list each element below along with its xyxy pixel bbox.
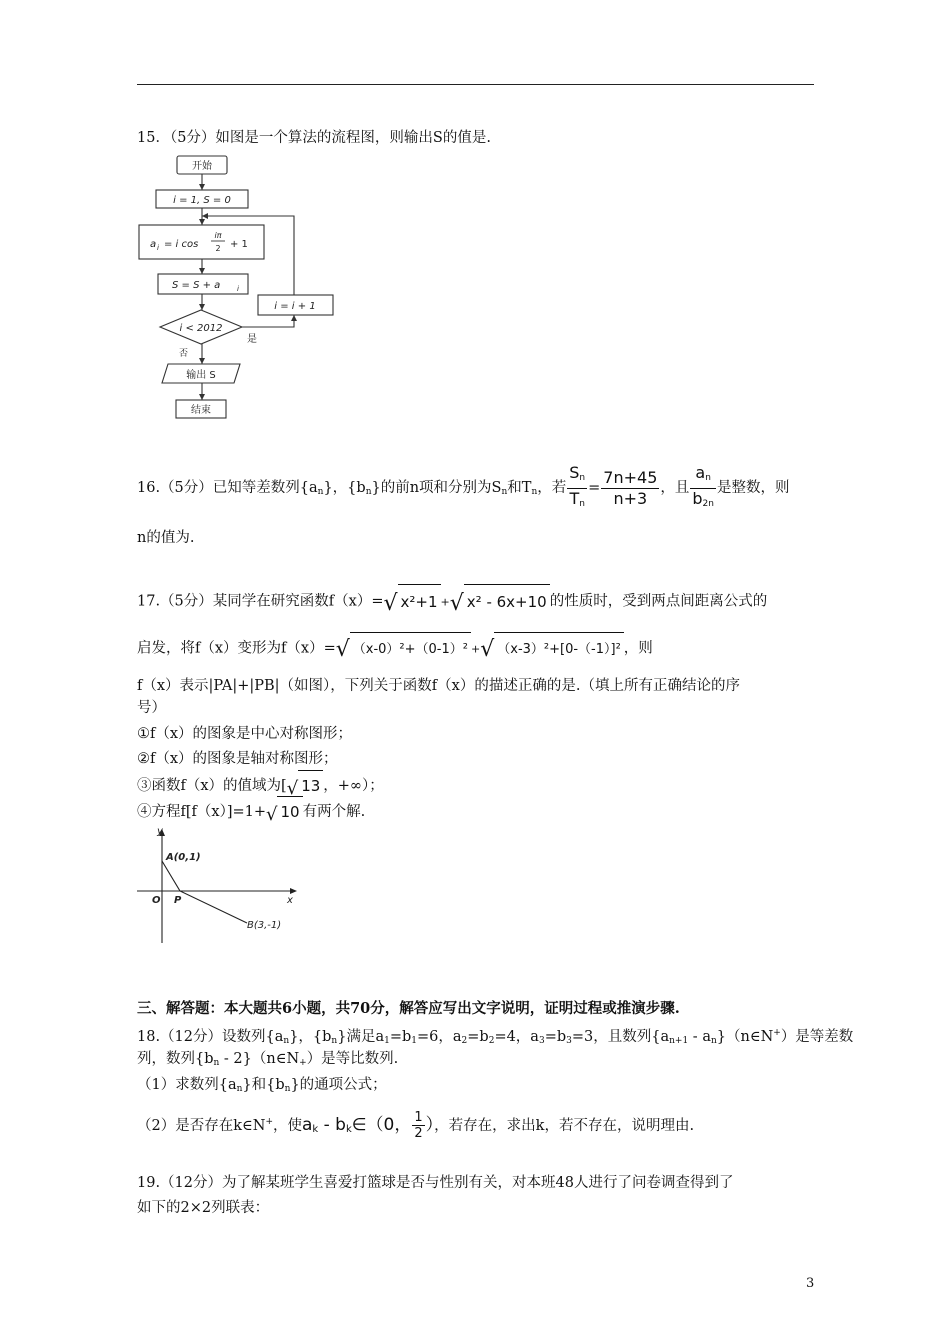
flow-assign-tail: + 1: [230, 239, 248, 250]
q17-line1: 17.（5分）某同学在研究函数f（x）=√ x²+1 +√ x² - 6x+10 的性质时，受到两点间距离公式的: [137, 584, 767, 614]
q17-line4: 号）: [137, 700, 166, 716]
q16-frac-expr: $\frac{7n+45}{n+3}$: [603, 467, 658, 508]
flow-output-label: 输出 S: [186, 370, 216, 381]
q18-line2: 列，数列{$b_n$ - $2\}(n\in N_+)$是等比数列.: [137, 1051, 399, 1068]
section-3-heading: 三、解答题：本大题共6小题，共70分，解答应写出文字说明，证明过程或推演步骤.: [137, 1000, 680, 1017]
q17-line3: f（x）表示|PA|+|PB|（如图），下列关于函数f（x）的描述正确的是.（填上所有正确结论的序: [137, 678, 740, 694]
flow-assign-a: a: [150, 239, 157, 250]
q17-option-4: ④方程f[f（x）]=1+√ 10 有两个解.: [137, 796, 365, 822]
page-number: 3: [806, 1276, 815, 1291]
sqrt-3: √ （x-0）²+（0-1）²: [336, 632, 471, 665]
flow-inc-label: i = i + 1: [274, 301, 316, 312]
graph-y-label: y: [157, 826, 163, 837]
q18-half-frac: $\frac{1}{2}$: [414, 1110, 423, 1142]
graph-b-label: B(3,-1): [247, 920, 282, 931]
q16-line2: n的值为.: [137, 530, 195, 546]
sqrt-4: √ （x-3）²+[0-（-1）]²: [480, 632, 624, 665]
flow-sum-label: S = S + a: [172, 280, 221, 291]
flow-sum-sub: i: [237, 285, 239, 293]
q16-line1: 16.（5分）已知等差数列$\{a_n\}$，$\{b_n\}$的前n项和分别为$S_n$和$T_n$，若 $\frac{S_n}{T_n}$ = $\frac{7n+45}{n+3}$ ，且 $\frac{a_n}{b_{2n}}$ 是整数，则: [137, 460, 789, 516]
q17-option-3: ③函数f（x）的值域为[√ 13 ，+∞）；: [137, 770, 384, 796]
flow-no-label: 否: [179, 349, 189, 359]
q19-line1: 19.（12分）为了解某班学生喜爱打篮球是否与性别有关，对本班48人进行了问卷调查得到了: [137, 1175, 734, 1191]
flow-yes-label: 是: [247, 334, 257, 345]
q18-line1: 18.（12分）设数列$\{a_n\}$，$\{b_n\}$满足$a_1=b_1=6$，$a_2=b_2=4$，$a_3=b_3=3$，且数列{$a_{n+1}$ - $a_n\}(n\in N^+)$是等差数: [137, 1028, 854, 1046]
sqrt-10: √ 10: [266, 796, 303, 828]
flow-cond-label: i < 2012: [179, 323, 223, 334]
graph-a-label: A(0,1): [166, 852, 201, 863]
flow-assign-frac-den: 2: [215, 244, 221, 253]
q16-frac-sn-tn: $\frac{S_n}{T_n}$: [569, 462, 586, 509]
q16-frac-an-b2n: $\frac{a_n}{b_{2n}}$: [692, 462, 714, 509]
q18-part1: （1）求数列$\{a_n\}$和$\{b_n\}$的通项公式；: [137, 1077, 387, 1094]
flow-assign-rhs: = i cos: [164, 239, 199, 250]
graph-origin-label: O: [152, 895, 161, 906]
q17-line2: 启发，将f（x）变形为f（x）=√ （x-0）²+（0-1）² +√ （x-3）²+[0-（-1）]² ，则: [137, 632, 653, 662]
q18-part2: （2）是否存在k∈N+，使$a_k$ - $b_k\in(0$， $\frac{1}{2}$ ），若存在，求出k，若不存在，说明理由.: [137, 1110, 695, 1142]
flow-init-label: i = 1, S = 0: [173, 195, 231, 206]
flow-assign-frac-num: iπ: [214, 231, 222, 240]
q17-option-2: ②f（x）的图象是轴对称图形；: [137, 751, 338, 767]
flowchart: [130, 150, 350, 426]
sqrt-1: √ x²+1: [383, 584, 440, 619]
q19-line2: 如下的2×2列联表：: [137, 1200, 270, 1216]
flow-assign-sub: i: [157, 244, 159, 252]
q17-graph: [135, 825, 310, 947]
sqrt-13: √ 13: [287, 770, 324, 802]
graph-p-label: P: [174, 895, 182, 906]
q17-option-1: ①f（x）的图象是中心对称图形；: [137, 726, 353, 742]
graph-x-label: x: [287, 895, 293, 906]
flow-end-label: 结束: [191, 405, 211, 416]
header-rule: [137, 84, 814, 85]
flow-start-label: 开始: [192, 161, 212, 172]
q15-text: 15．（5分）如图是一个算法的流程图，则输出S的值是.: [137, 130, 491, 146]
sqrt-2: √ x² - 6x+10: [450, 584, 550, 619]
